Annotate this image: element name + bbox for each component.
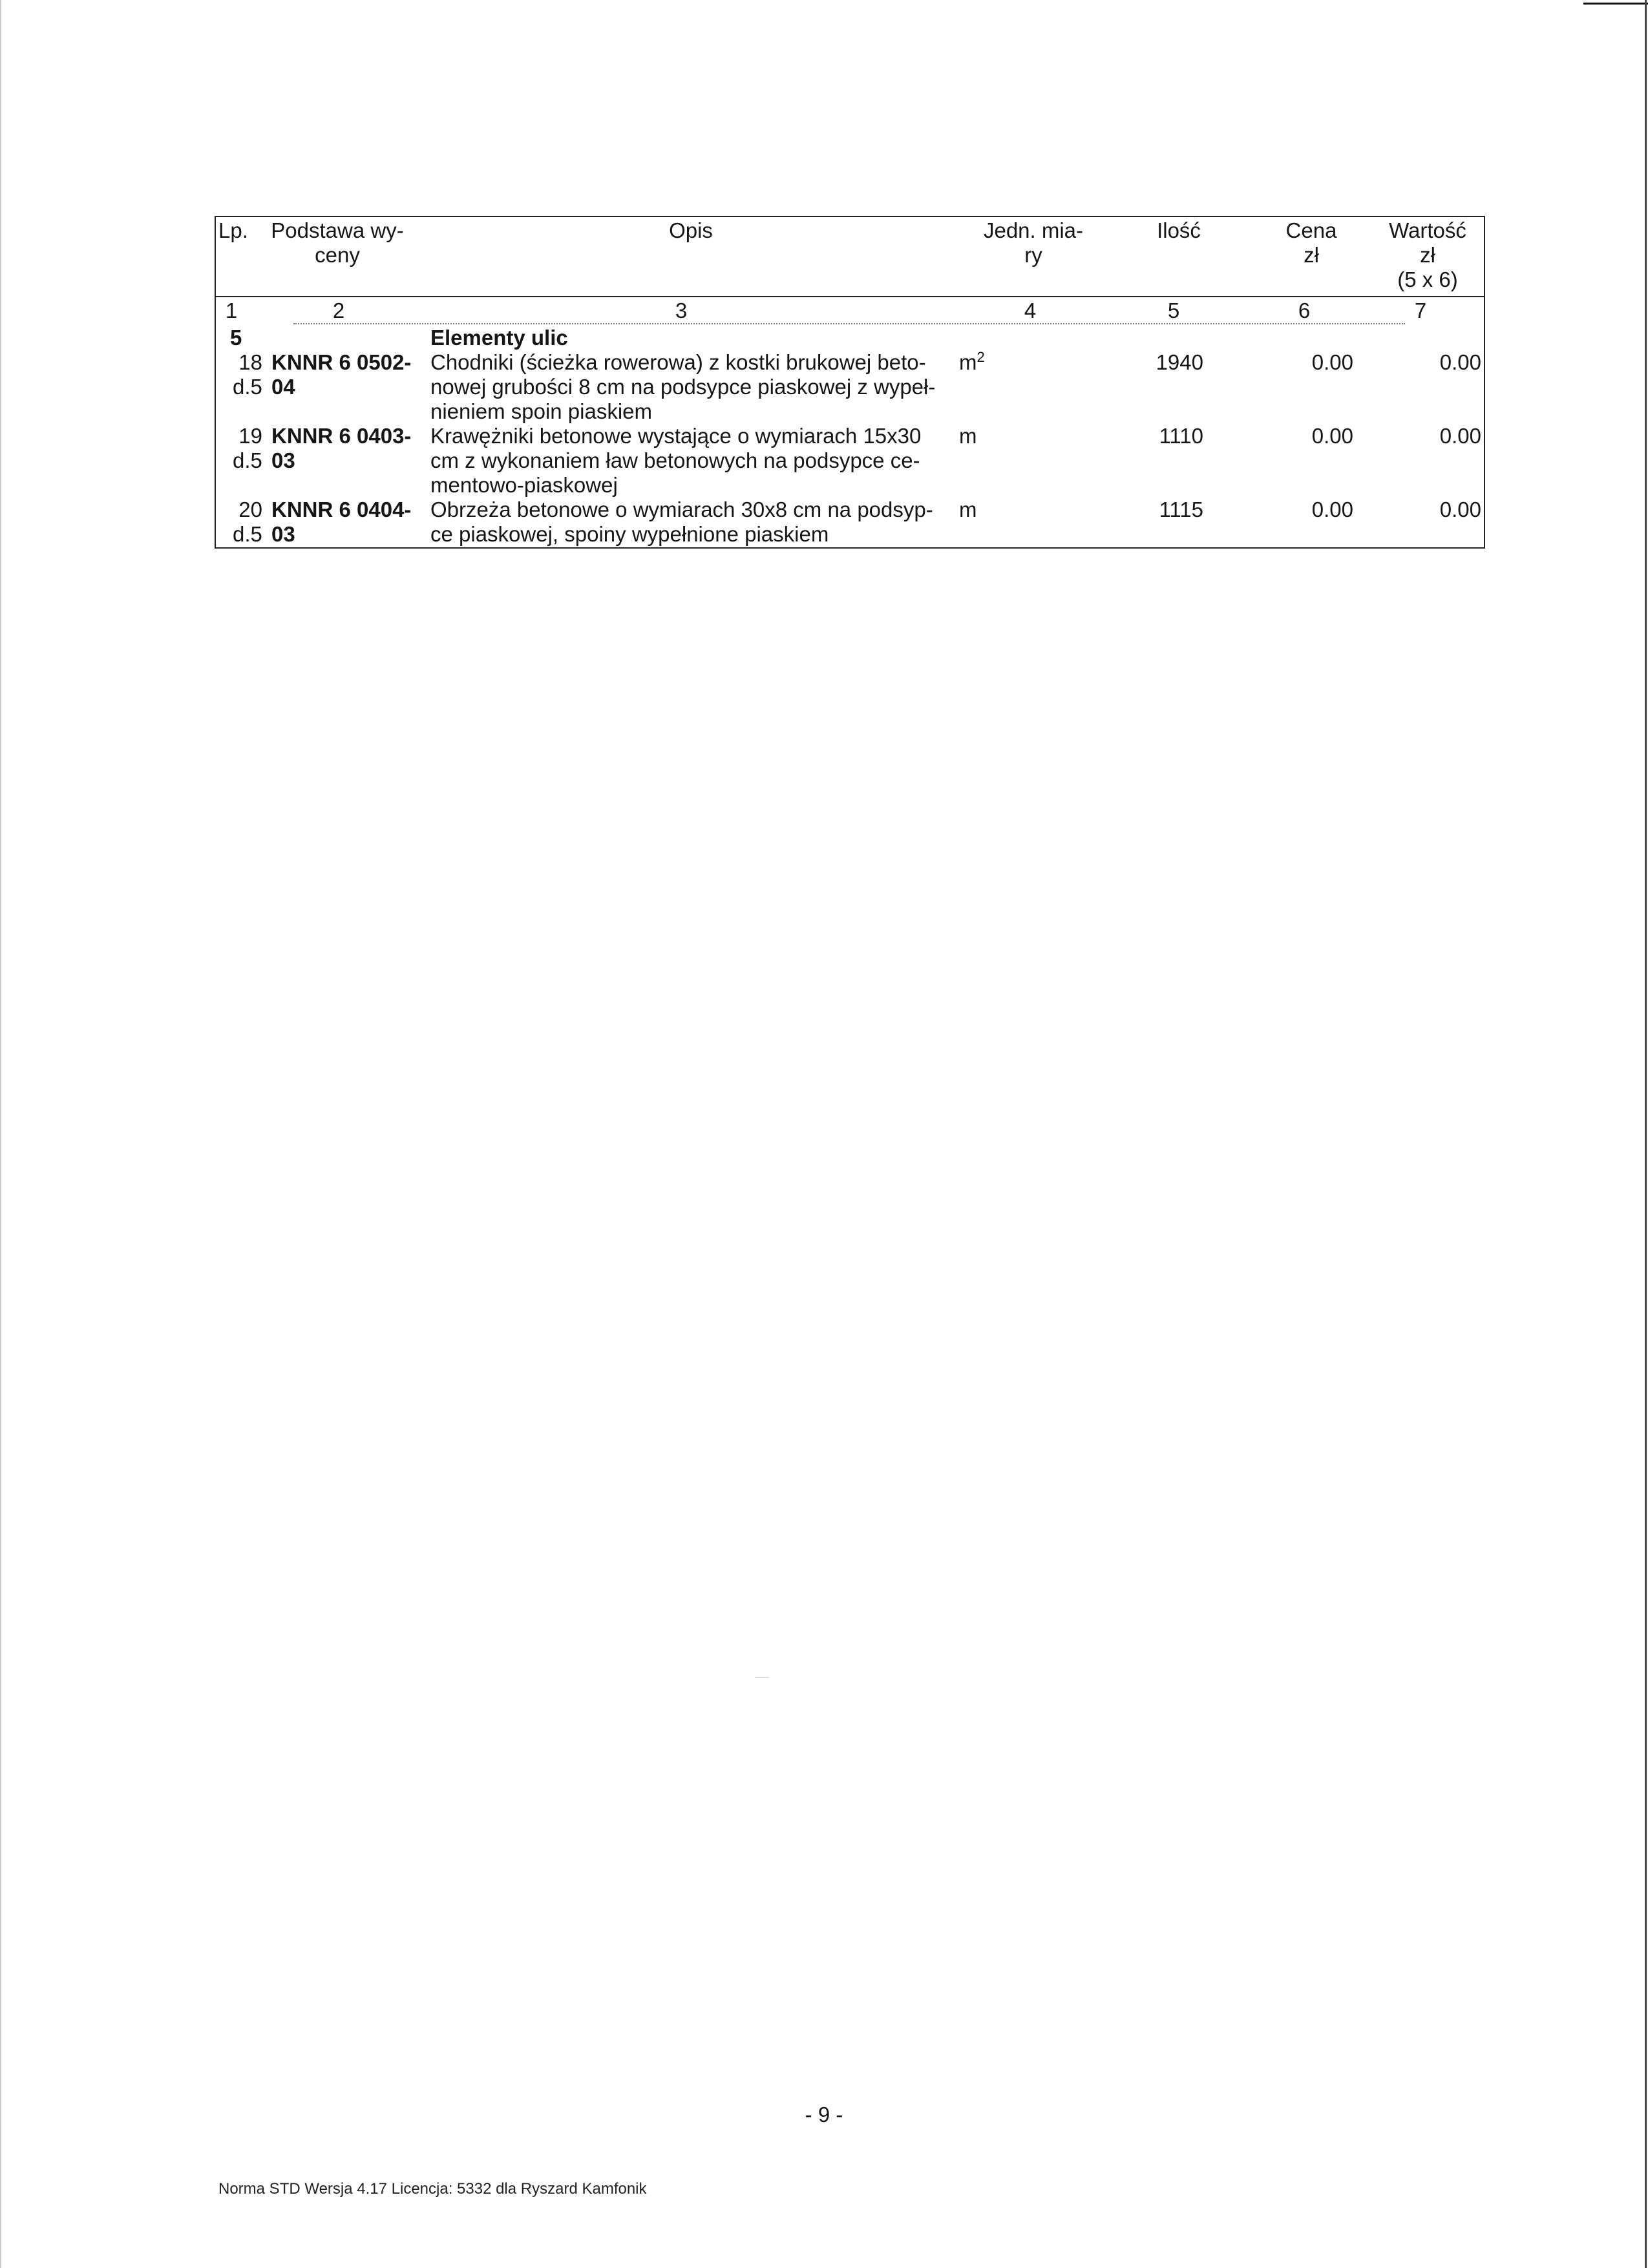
row-19-price: 0.00: [1311, 424, 1353, 448]
row-18-lp: 18: [238, 350, 262, 374]
column-number-2: 2: [332, 299, 345, 322]
row-19-lp-sub: d.5: [233, 448, 262, 472]
row-19-basis-line2: 03: [271, 448, 295, 472]
row-20-desc-line2: ce piaskowej, spoiny wypełnione piaskiem: [430, 522, 829, 546]
header-ilosc: Ilość: [1157, 218, 1201, 242]
row-19-quantity: 1110: [1159, 424, 1203, 448]
scan-edge-mark: [1583, 3, 1648, 5]
column-number-4: 4: [1024, 299, 1037, 322]
row-19-basis-line1: KNNR 6 0403-: [271, 424, 412, 448]
column-number-divider: [293, 323, 1405, 324]
cost-estimate-table: [215, 216, 1485, 549]
header-podstawa-line1: Podstawa wy-: [271, 218, 404, 242]
row-18-basis-line2: 04: [271, 375, 295, 399]
header-podstawa-line2: ceny: [315, 243, 360, 267]
row-20-unit: m: [959, 498, 977, 521]
row-18-quantity: 1940: [1156, 350, 1203, 374]
header-wartosc-line3: (5 x 6): [1397, 268, 1458, 291]
row-18-unit: $m^2$: [959, 349, 985, 374]
scan-speck: [755, 1677, 769, 1678]
row-20-basis-line2: 03: [271, 522, 295, 546]
row-19-desc-line3: mentowo-piaskowej: [430, 473, 618, 497]
header-wartosc-line1: Wartość: [1389, 218, 1466, 242]
row-20-price: 0.00: [1311, 498, 1353, 521]
section-number: 5: [230, 326, 242, 350]
row-18-price: 0.00: [1311, 350, 1353, 374]
column-number-3: 3: [675, 299, 688, 322]
row-20-desc-line1: Obrzeża betonowe o wymiarach 30x8 cm na podsyp-: [430, 498, 933, 521]
header-divider: [216, 296, 1484, 297]
row-19-lp: 19: [238, 424, 262, 448]
row-18-basis-line1: KNNR 6 0502-: [271, 350, 412, 374]
header-jedn-line2: ry: [1024, 243, 1042, 267]
header-jedn-line1: Jedn. mia-: [983, 218, 1084, 242]
column-number-7: 7: [1414, 299, 1427, 322]
scan-border-right: [1645, 0, 1647, 2268]
footer-license-note: Norma STD Wersja 4.17 Licencja: 5332 dla Ryszard Kamfonik: [218, 2180, 647, 2198]
row-18-desc-line1: Chodniki (ścieżka rowerowa) z kostki brukowej beto-: [430, 350, 926, 374]
header-lp: Lp.: [218, 218, 248, 242]
column-number-6: 6: [1298, 299, 1311, 322]
row-19-value: 0.00: [1439, 424, 1481, 448]
row-18-desc-line2: nowej grubości 8 cm na podsypce piaskowej z wypeł-: [430, 375, 936, 399]
row-19-desc-line1: Krawężniki betonowe wystające o wymiarach 15x30: [430, 424, 922, 448]
row-19-desc-line2: cm z wykonaniem ław betonowych na podsypce ce-: [430, 448, 920, 472]
row-18-lp-sub: d.5: [233, 375, 262, 399]
header-cena-line1: Cena: [1285, 218, 1337, 242]
page-number: - 9 -: [805, 2103, 843, 2126]
row-18-desc-line3: nieniem spoin piaskiem: [430, 399, 653, 423]
scan-border-left: [0, 0, 1, 2268]
row-20-value: 0.00: [1439, 498, 1481, 521]
row-20-lp: 20: [238, 498, 262, 521]
header-wartosc-line2: zł: [1420, 243, 1435, 267]
row-18-value: 0.00: [1439, 350, 1481, 374]
row-19-unit: m: [959, 424, 977, 448]
column-number-1: 1: [225, 299, 238, 322]
header-opis: Opis: [669, 218, 713, 242]
header-cena-line2: zł: [1304, 243, 1319, 267]
row-20-basis-line1: KNNR 6 0404-: [271, 498, 412, 521]
row-20-lp-sub: d.5: [233, 522, 262, 546]
column-number-5: 5: [1167, 299, 1180, 322]
section-title: Elementy ulic: [430, 326, 568, 350]
row-20-quantity: 1115: [1159, 498, 1203, 521]
